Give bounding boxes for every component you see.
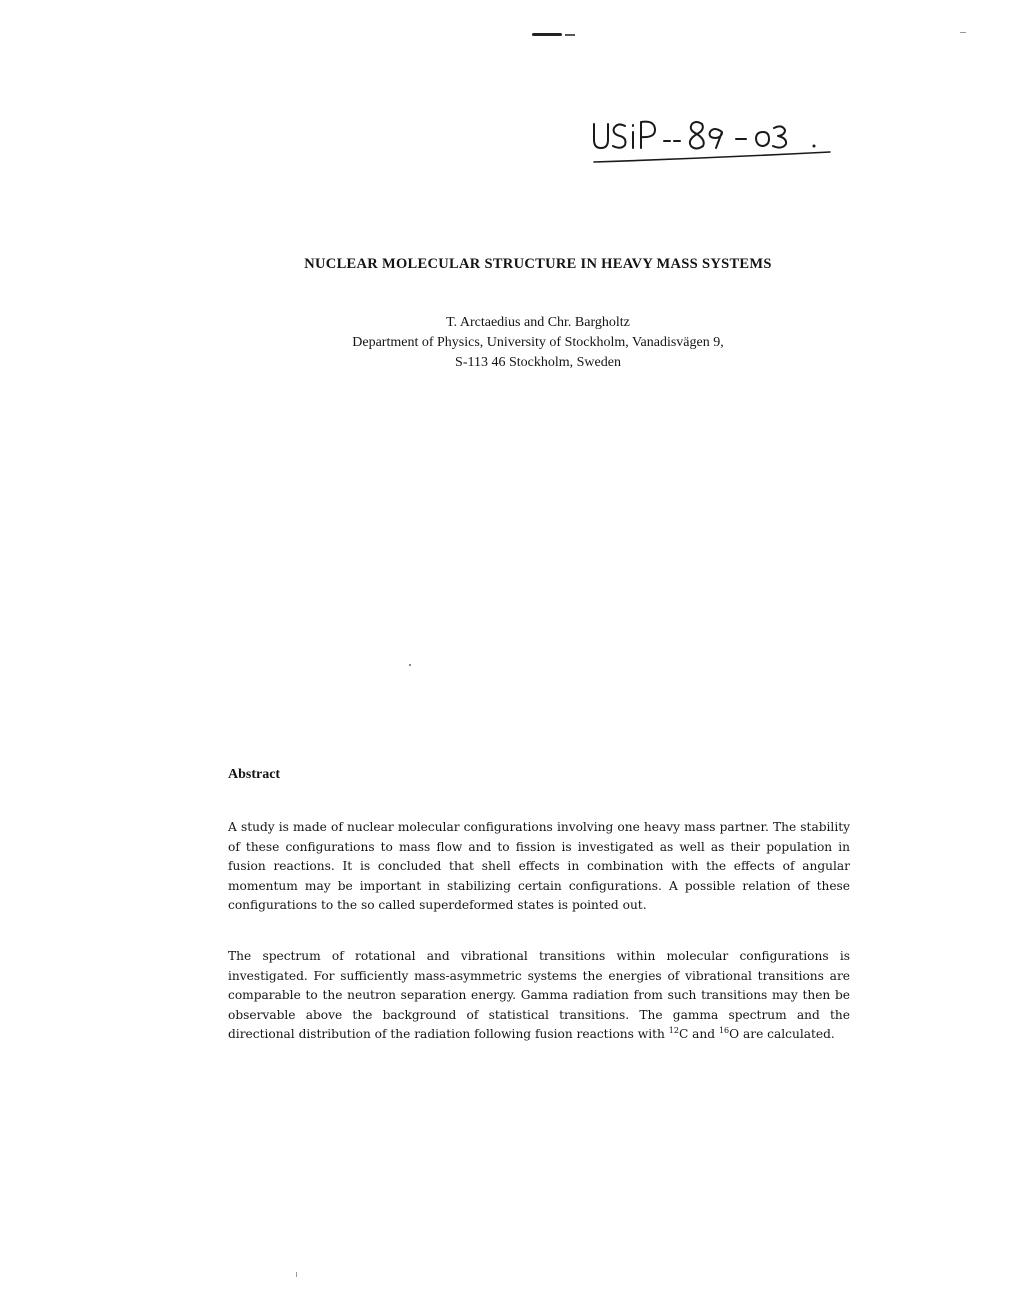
scan-mark-top-tail xyxy=(565,34,575,36)
isotope-1-mass: 12 xyxy=(668,1026,679,1036)
handwritten-report-number xyxy=(592,110,832,168)
abstract-paragraph-1: A study is made of nuclear molecular configurations involving one heavy mass partner. The stability of these configurations to mass flow and to fission is investigated as well as their population in fusion reactions. It is concluded that shell effects in combination with the effects of angular momentum may be important in stabilizing certain configurations. A possible relation of these configurations to the so called superdeformed states is pointed out. xyxy=(228,820,850,912)
handwritten-report-number-drawing xyxy=(592,110,832,168)
authors-line: T. Arctaedius and Chr. Bargholtz xyxy=(446,315,630,330)
paper-title: NUCLEAR MOLECULAR STRUCTURE IN HEAVY MASS SYSTEMS xyxy=(304,256,772,272)
abstract-paragraph-2 xyxy=(228,947,850,1045)
author-block xyxy=(0,313,1020,373)
affiliation-line-2: S-113 46 Stockholm, Sweden xyxy=(455,355,621,370)
scan-speck-mid xyxy=(409,664,411,666)
paragraph-2-ending: are calculated. xyxy=(743,1027,835,1041)
isotope-2-symbol: O xyxy=(729,1027,740,1041)
scan-mark-top xyxy=(532,33,562,36)
isotope-2-mass: 16 xyxy=(718,1026,730,1036)
affiliation-line-1: Department of Physics, University of Stockholm, Vanadisvägen 9, xyxy=(352,335,724,350)
scan-speck-bottom xyxy=(296,1272,297,1277)
paragraph-2-text: The spectrum of rotational and vibrational transitions within molecular configurations is investigated. For sufficiently mass-asymmetric systems the energies of vibrational transitions are comparable to the neutron separation energy. Gamma radiation from such transitions may then be observable above the background of statistical transitions. The gamma spectrum and the directional distribution of the radiation following fusion reactions with xyxy=(228,949,850,1041)
abstract-heading: Abstract xyxy=(228,767,281,782)
isotope-conjunction: and xyxy=(692,1027,716,1041)
isotope-1-symbol: C xyxy=(678,1027,689,1041)
scan-speck-corner xyxy=(960,32,966,33)
